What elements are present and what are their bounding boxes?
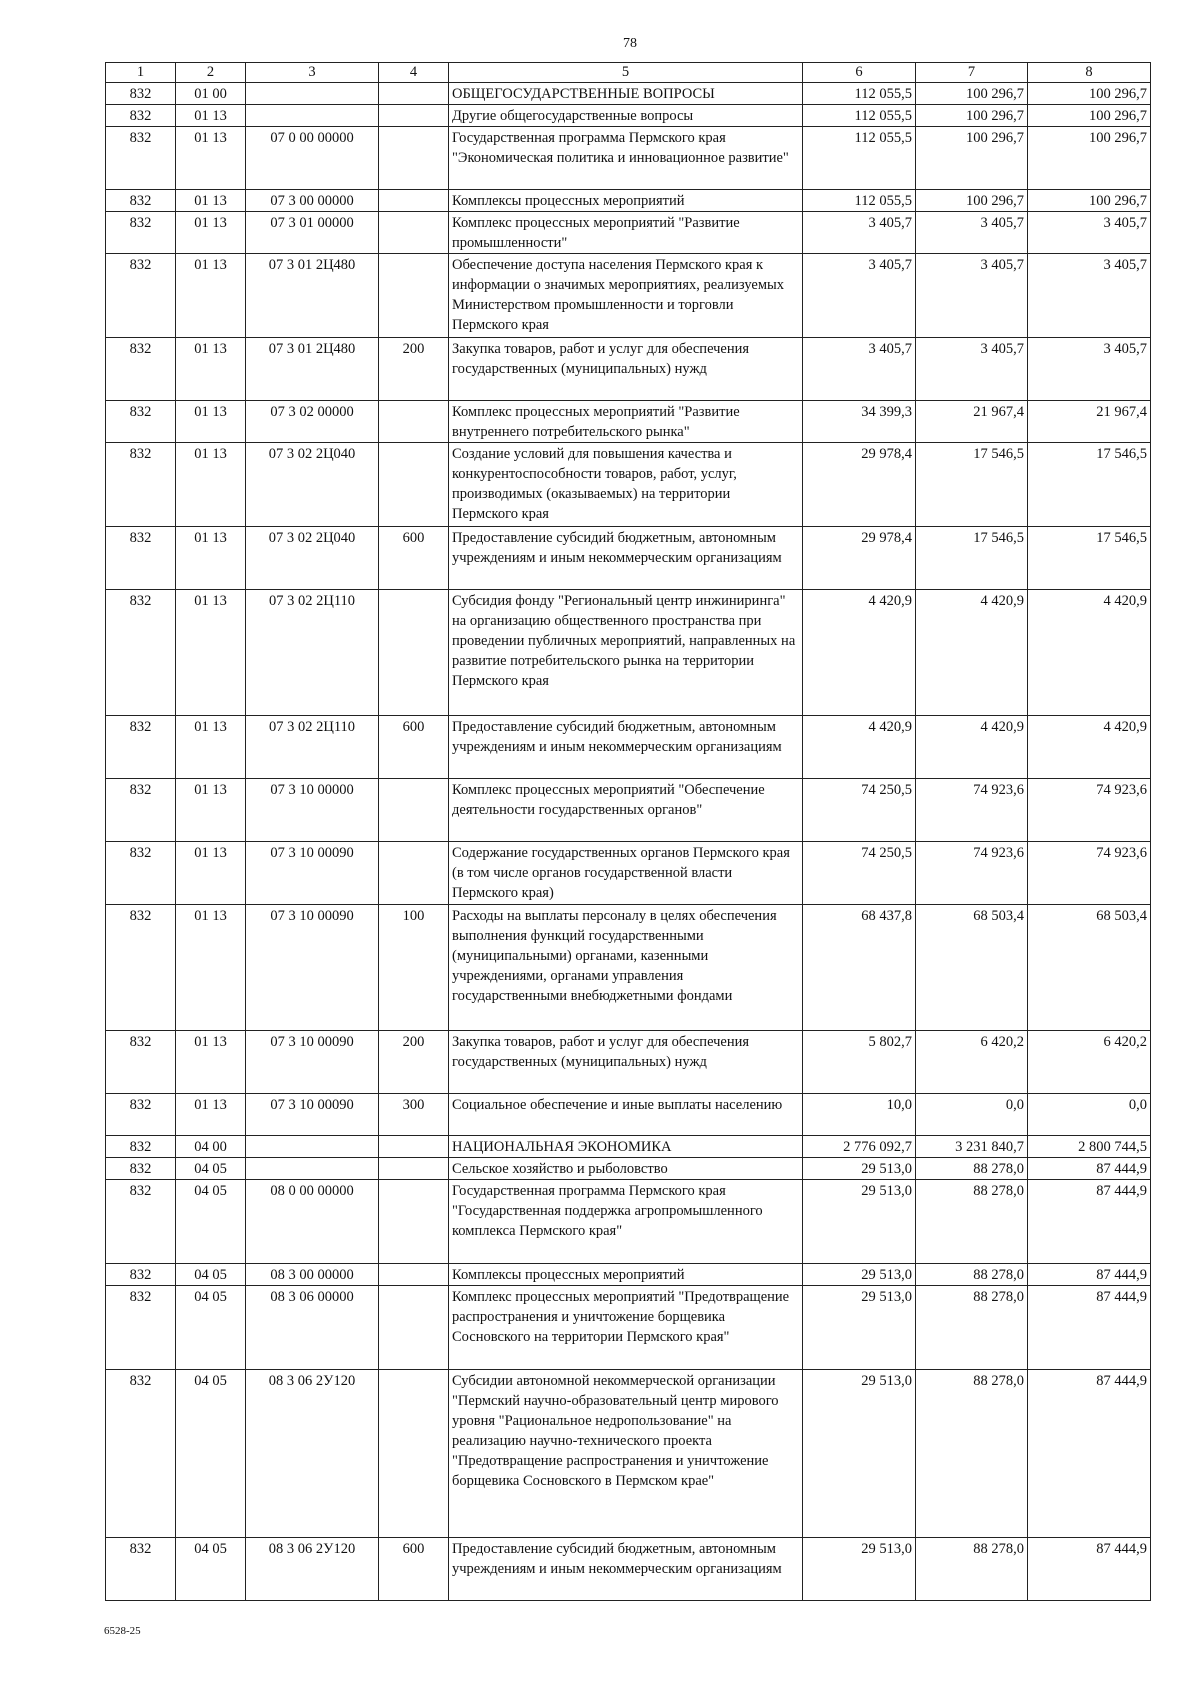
cell-description: Комплекс процессных мероприятий "Развитие промышленности" [449,212,803,254]
cell-expense-type [379,401,449,443]
cell-section-code: 01 13 [176,401,246,443]
cell-expense-type [379,1180,449,1264]
cell-description: Предоставление субсидий бюджетным, автономным учреждениям и иным некоммерческим организациям [449,716,803,779]
cell-section-code: 01 13 [176,590,246,716]
cell-amount-col6: 29 513,0 [803,1158,916,1180]
table-body [106,83,1151,1601]
cell-expense-type [379,254,449,338]
cell-section-code: 01 13 [176,527,246,590]
cell-description: Обеспечение доступа населения Пермского края к информации о значимых мероприятиях, реализуемых Министерством промышленности и торговли Пермского края [449,254,803,338]
cell-administrator-code: 832 [106,779,176,842]
cell-description: Предоставление субсидий бюджетным, автономным учреждениям и иным некоммерческим организациям [449,527,803,590]
cell-amount-col8: 2 800 744,5 [1028,1136,1151,1158]
table-row [106,1538,1151,1601]
cell-section-code: 01 13 [176,127,246,190]
cell-section-code: 04 05 [176,1286,246,1370]
cell-amount-col7: 3 405,7 [916,254,1028,338]
table-row [106,401,1151,443]
cell-amount-col6: 68 437,8 [803,905,916,1031]
cell-target-article [246,105,379,127]
table-row [106,1180,1151,1264]
cell-amount-col7: 74 923,6 [916,779,1028,842]
table-row [106,1286,1151,1370]
cell-administrator-code: 832 [106,1031,176,1094]
cell-description: Сельское хозяйство и рыболовство [449,1158,803,1180]
cell-amount-col8: 87 444,9 [1028,1286,1151,1370]
cell-target-article: 08 3 06 2У120 [246,1538,379,1601]
cell-expense-type: 200 [379,1031,449,1094]
cell-expense-type [379,190,449,212]
cell-amount-col6: 29 513,0 [803,1538,916,1601]
cell-target-article: 08 3 06 2У120 [246,1370,379,1538]
cell-target-article [246,1158,379,1180]
cell-amount-col6: 112 055,5 [803,83,916,105]
table-row [106,443,1151,527]
cell-amount-col6: 29 978,4 [803,443,916,527]
cell-amount-col7: 21 967,4 [916,401,1028,443]
cell-expense-type [379,212,449,254]
cell-expense-type: 600 [379,716,449,779]
cell-target-article: 07 3 10 00090 [246,1031,379,1094]
cell-description: Предоставление субсидий бюджетным, автономным учреждениям и иным некоммерческим организациям [449,1538,803,1601]
cell-description: Государственная программа Пермского края "Экономическая политика и инновационное развитие" [449,127,803,190]
cell-description: НАЦИОНАЛЬНАЯ ЭКОНОМИКА [449,1136,803,1158]
cell-description: Расходы на выплаты персоналу в целях обеспечения выполнения функций государственными (муниципальными) органами, казенными учреждениями, органами управления государственными внебюджетными фондами [449,905,803,1031]
cell-section-code: 04 05 [176,1180,246,1264]
cell-amount-col7: 88 278,0 [916,1286,1028,1370]
table-row [106,105,1151,127]
cell-administrator-code: 832 [106,590,176,716]
cell-section-code: 01 13 [176,716,246,779]
cell-target-article [246,1136,379,1158]
cell-amount-col6: 10,0 [803,1094,916,1136]
cell-amount-col7: 88 278,0 [916,1538,1028,1601]
cell-administrator-code: 832 [106,1094,176,1136]
cell-section-code: 01 00 [176,83,246,105]
cell-administrator-code: 832 [106,1158,176,1180]
page-number: 78 [623,36,637,51]
cell-amount-col6: 2 776 092,7 [803,1136,916,1158]
table-row [106,190,1151,212]
cell-section-code: 01 13 [176,443,246,527]
cell-amount-col7: 4 420,9 [916,590,1028,716]
cell-administrator-code: 832 [106,1136,176,1158]
cell-section-code: 01 13 [176,1031,246,1094]
cell-section-code: 01 13 [176,842,246,905]
table-row [106,779,1151,842]
cell-target-article: 07 3 02 2Ц110 [246,590,379,716]
cell-amount-col8: 68 503,4 [1028,905,1151,1031]
column-header: 2 [176,63,246,83]
cell-amount-col7: 88 278,0 [916,1264,1028,1286]
cell-section-code: 01 13 [176,254,246,338]
cell-amount-col8: 87 444,9 [1028,1158,1151,1180]
cell-amount-col6: 29 978,4 [803,527,916,590]
cell-amount-col7: 88 278,0 [916,1158,1028,1180]
cell-description: Комплекс процессных мероприятий "Предотвращение распространения и уничтожение борщевика Сосновского на территории Пермского края" [449,1286,803,1370]
table-row [106,1370,1151,1538]
table-row [106,1094,1151,1136]
cell-administrator-code: 832 [106,83,176,105]
cell-administrator-code: 832 [106,1370,176,1538]
cell-amount-col8: 87 444,9 [1028,1538,1151,1601]
cell-administrator-code: 832 [106,1264,176,1286]
cell-amount-col6: 29 513,0 [803,1264,916,1286]
cell-section-code: 01 13 [176,1094,246,1136]
cell-amount-col8: 87 444,9 [1028,1370,1151,1538]
cell-amount-col7: 100 296,7 [916,105,1028,127]
cell-expense-type [379,590,449,716]
cell-expense-type [379,83,449,105]
table-row [106,590,1151,716]
cell-expense-type [379,1136,449,1158]
cell-administrator-code: 832 [106,1286,176,1370]
cell-amount-col7: 3 405,7 [916,212,1028,254]
cell-amount-col8: 4 420,9 [1028,590,1151,716]
column-header: 4 [379,63,449,83]
cell-amount-col7: 17 546,5 [916,527,1028,590]
cell-target-article: 07 3 02 00000 [246,401,379,443]
cell-section-code: 01 13 [176,190,246,212]
cell-description: Другие общегосударственные вопросы [449,105,803,127]
cell-target-article: 07 3 10 00090 [246,1094,379,1136]
cell-amount-col7: 4 420,9 [916,716,1028,779]
cell-description: Закупка товаров, работ и услуг для обеспечения государственных (муниципальных) нужд [449,338,803,401]
cell-administrator-code: 832 [106,1180,176,1264]
cell-target-article: 07 3 00 00000 [246,190,379,212]
cell-expense-type [379,842,449,905]
column-header: 1 [106,63,176,83]
cell-amount-col6: 29 513,0 [803,1370,916,1538]
table-row [106,212,1151,254]
cell-section-code: 04 05 [176,1264,246,1286]
column-header: 7 [916,63,1028,83]
cell-section-code: 04 05 [176,1370,246,1538]
cell-amount-col8: 21 967,4 [1028,401,1151,443]
cell-amount-col7: 88 278,0 [916,1180,1028,1264]
cell-amount-col6: 112 055,5 [803,127,916,190]
cell-expense-type [379,443,449,527]
cell-amount-col8: 100 296,7 [1028,105,1151,127]
cell-section-code: 04 05 [176,1158,246,1180]
cell-target-article: 07 3 10 00090 [246,842,379,905]
column-header: 3 [246,63,379,83]
cell-amount-col7: 100 296,7 [916,83,1028,105]
document-code: 6528-25 [104,1625,141,1637]
cell-administrator-code: 832 [106,212,176,254]
cell-section-code: 01 13 [176,905,246,1031]
cell-amount-col8: 87 444,9 [1028,1180,1151,1264]
cell-target-article: 07 3 01 2Ц480 [246,254,379,338]
cell-administrator-code: 832 [106,1538,176,1601]
cell-target-article: 07 3 02 2Ц040 [246,443,379,527]
cell-amount-col8: 17 546,5 [1028,527,1151,590]
cell-target-article: 07 3 01 2Ц480 [246,338,379,401]
cell-expense-type: 200 [379,338,449,401]
cell-amount-col8: 17 546,5 [1028,443,1151,527]
cell-amount-col8: 74 923,6 [1028,842,1151,905]
cell-expense-type: 600 [379,1538,449,1601]
table-row [106,1031,1151,1094]
cell-expense-type [379,779,449,842]
cell-amount-col6: 112 055,5 [803,190,916,212]
cell-section-code: 01 13 [176,338,246,401]
table-row [106,527,1151,590]
cell-target-article: 07 3 10 00000 [246,779,379,842]
cell-description: Комплекс процессных мероприятий "Обеспечение деятельности государственных органов" [449,779,803,842]
cell-description: ОБЩЕГОСУДАРСТВЕННЫЕ ВОПРОСЫ [449,83,803,105]
cell-description: Субсидия фонду "Региональный центр инжиниринга" на организацию общественного пространства при проведении публичных мероприятий, направленных на развитие потребительского рынка на территории Пермского края [449,590,803,716]
cell-description: Комплекс процессных мероприятий "Развитие внутреннего потребительского рынка" [449,401,803,443]
cell-target-article: 07 3 02 2Ц040 [246,527,379,590]
cell-amount-col7: 17 546,5 [916,443,1028,527]
cell-description: Содержание государственных органов Пермского края (в том числе органов государственной власти Пермского края) [449,842,803,905]
cell-amount-col8: 0,0 [1028,1094,1151,1136]
table-row [106,842,1151,905]
cell-amount-col8: 3 405,7 [1028,212,1151,254]
cell-amount-col6: 4 420,9 [803,716,916,779]
table-row [106,338,1151,401]
cell-amount-col8: 100 296,7 [1028,190,1151,212]
cell-administrator-code: 832 [106,905,176,1031]
cell-amount-col6: 4 420,9 [803,590,916,716]
column-header: 8 [1028,63,1151,83]
cell-amount-col7: 100 296,7 [916,127,1028,190]
cell-target-article: 07 3 10 00090 [246,905,379,1031]
cell-amount-col6: 3 405,7 [803,338,916,401]
cell-target-article: 08 0 00 00000 [246,1180,379,1264]
cell-amount-col8: 100 296,7 [1028,83,1151,105]
table-row [106,905,1151,1031]
cell-administrator-code: 832 [106,190,176,212]
cell-target-article: 07 3 02 2Ц110 [246,716,379,779]
cell-expense-type [379,1286,449,1370]
cell-amount-col8: 100 296,7 [1028,127,1151,190]
budget-table [105,62,1151,1601]
cell-administrator-code: 832 [106,105,176,127]
cell-section-code: 04 00 [176,1136,246,1158]
cell-description: Государственная программа Пермского края "Государственная поддержка агропромышленного комплекса Пермского края" [449,1180,803,1264]
cell-amount-col7: 3 231 840,7 [916,1136,1028,1158]
cell-target-article: 08 3 00 00000 [246,1264,379,1286]
cell-administrator-code: 832 [106,527,176,590]
cell-target-article: 07 0 00 00000 [246,127,379,190]
cell-expense-type: 600 [379,527,449,590]
cell-expense-type [379,127,449,190]
cell-amount-col6: 74 250,5 [803,779,916,842]
cell-administrator-code: 832 [106,842,176,905]
table-row [106,716,1151,779]
cell-administrator-code: 832 [106,443,176,527]
table-header [106,63,1151,83]
table-row [106,1264,1151,1286]
cell-amount-col8: 3 405,7 [1028,254,1151,338]
cell-expense-type: 300 [379,1094,449,1136]
cell-expense-type [379,1370,449,1538]
cell-administrator-code: 832 [106,127,176,190]
cell-description: Создание условий для повышения качества и конкурентоспособности товаров, работ, услуг, производимых (оказываемых) на территории Пермского края [449,443,803,527]
cell-section-code: 01 13 [176,779,246,842]
table-row [106,1158,1151,1180]
cell-administrator-code: 832 [106,338,176,401]
cell-amount-col6: 34 399,3 [803,401,916,443]
cell-amount-col7: 68 503,4 [916,905,1028,1031]
cell-amount-col6: 29 513,0 [803,1286,916,1370]
table-row [106,83,1151,105]
cell-administrator-code: 832 [106,254,176,338]
cell-amount-col7: 100 296,7 [916,190,1028,212]
cell-administrator-code: 832 [106,716,176,779]
cell-amount-col6: 112 055,5 [803,105,916,127]
cell-description: Комплексы процессных мероприятий [449,1264,803,1286]
cell-target-article: 08 3 06 00000 [246,1286,379,1370]
cell-amount-col8: 6 420,2 [1028,1031,1151,1094]
cell-amount-col7: 0,0 [916,1094,1028,1136]
table-row [106,254,1151,338]
column-header: 5 [449,63,803,83]
cell-amount-col7: 88 278,0 [916,1370,1028,1538]
cell-amount-col8: 74 923,6 [1028,779,1151,842]
cell-amount-col6: 74 250,5 [803,842,916,905]
cell-section-code: 01 13 [176,105,246,127]
cell-amount-col7: 74 923,6 [916,842,1028,905]
cell-description: Закупка товаров, работ и услуг для обеспечения государственных (муниципальных) нужд [449,1031,803,1094]
cell-administrator-code: 832 [106,401,176,443]
cell-expense-type [379,1158,449,1180]
table-row [106,1136,1151,1158]
cell-section-code: 01 13 [176,212,246,254]
cell-expense-type [379,105,449,127]
cell-amount-col6: 5 802,7 [803,1031,916,1094]
cell-amount-col6: 3 405,7 [803,254,916,338]
cell-amount-col7: 6 420,2 [916,1031,1028,1094]
cell-amount-col7: 3 405,7 [916,338,1028,401]
cell-amount-col8: 87 444,9 [1028,1264,1151,1286]
cell-target-article [246,83,379,105]
cell-section-code: 04 05 [176,1538,246,1601]
cell-description: Социальное обеспечение и иные выплаты населению [449,1094,803,1136]
cell-amount-col8: 3 405,7 [1028,338,1151,401]
column-header: 6 [803,63,916,83]
cell-description: Комплексы процессных мероприятий [449,190,803,212]
cell-amount-col6: 3 405,7 [803,212,916,254]
cell-description: Субсидии автономной некоммерческой организации "Пермский научно-образовательный центр мирового уровня "Рациональное недропользование" на реализацию научно-технического проекта "Предотвращение распространения и уничтожение борщевика Сосновского в Пермском крае" [449,1370,803,1538]
table-row [106,127,1151,190]
cell-expense-type: 100 [379,905,449,1031]
cell-expense-type [379,1264,449,1286]
cell-amount-col8: 4 420,9 [1028,716,1151,779]
cell-target-article: 07 3 01 00000 [246,212,379,254]
cell-amount-col6: 29 513,0 [803,1180,916,1264]
